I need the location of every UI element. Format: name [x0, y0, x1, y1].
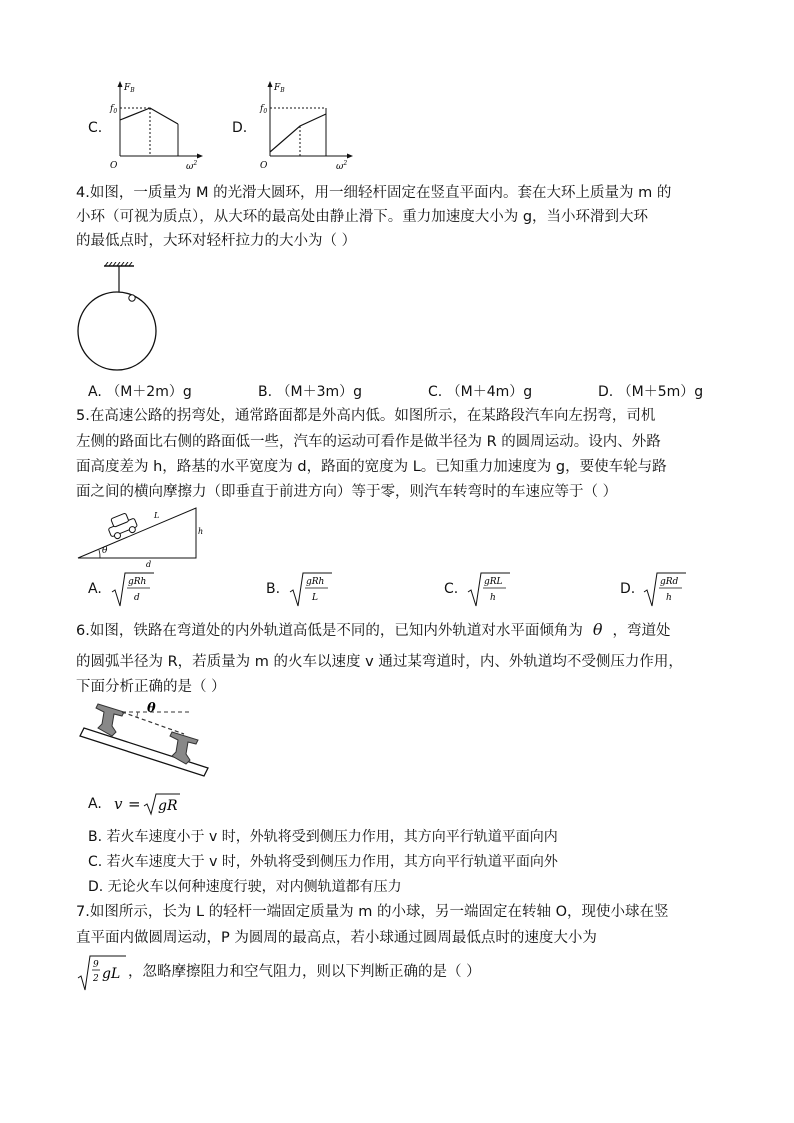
q3-c-origin: O: [110, 161, 118, 170]
q3-d-f0-label: $f_0$: [260, 104, 268, 115]
q5-line-3: 面高度差为 h，路基的水平宽度为 d，路面的宽度为 L。已知重力加速度为 g，要使车轮与路: [76, 459, 667, 475]
svg-text:gRd: gRd: [660, 577, 679, 587]
svg-text:9: 9: [93, 960, 99, 970]
q5-h-label: h: [198, 527, 204, 536]
svg-text:gL: gL: [102, 966, 121, 982]
q4-ring-figure: [74, 262, 164, 374]
q3-c-y-label: $F_B$: [124, 83, 135, 94]
q5-option-a-formula: [110, 572, 156, 608]
q3-option-c-label: C.: [88, 120, 103, 136]
q6-line-3: 下面分析正确的是（ ）: [76, 679, 226, 695]
q5-theta-label: θ: [102, 546, 108, 556]
svg-text:gRh: gRh: [128, 577, 147, 587]
q4-option-a: A. （M＋2m）g: [88, 384, 192, 400]
q6-option-b: B. 若火车速度小于 v 时，外轨将受到侧压力作用，其方向平行轨道平面向内: [88, 829, 558, 845]
q3-d-y-label: $F_B$: [274, 83, 285, 94]
q7-line-3: 9 2 gL ，忽略摩擦阻力和空气阻力，则以下判断正确的是（ ）: [76, 954, 576, 992]
q7-line-1: 7.如图所示，长为 L 的轻杆一端固定质量为 m 的小球，另一端固定在转轴 O，现使小球在竖: [76, 904, 669, 920]
q6-line-2: 的圆弧半径为 R，若质量为 m 的火车以速度 v 通过某弯道时，内、外轨道均不受侧压力作用，: [76, 654, 683, 670]
svg-text:gRL: gRL: [484, 577, 503, 587]
q5-l-label: L: [154, 511, 160, 520]
q5-line-2: 左侧的路面比右侧的路面低一些，汽车的运动可看作是做半径为 R 的圆周运动。设内、外路: [76, 434, 661, 450]
q5-road-figure: [74, 506, 214, 570]
q5-line-1: 5.在高速公路的拐弯处，通常路面都是外高内低。如图所示，在某路段汽车向左拐弯，司机: [76, 408, 656, 424]
q3-c-f0-label: $f_0$: [110, 104, 118, 115]
q5-d-label: d: [146, 560, 152, 569]
q6-option-c: C. 若火车速度大于 v 时，外轨将受到侧压力作用，其方向平行轨道平面向外: [88, 854, 558, 870]
svg-text:2: 2: [93, 974, 99, 984]
q5-line-4: 面之间的横向摩擦力（即垂直于前进方向）等于零，则汽车转弯时的车速应等于（ ）: [76, 484, 618, 500]
svg-text:h: h: [490, 593, 496, 603]
svg-text:gRh: gRh: [306, 577, 325, 587]
q5-option-c-formula: [466, 572, 512, 608]
q5-option-b-formula: [288, 572, 334, 608]
svg-text:d: d: [134, 593, 140, 603]
svg-text:L: L: [312, 593, 318, 603]
q4-line-1: 4.如图，一质量为 M 的光滑大圆环，用一细轻杆固定在竖直平面内。套在大环上质量为 m 的: [76, 185, 672, 201]
q3-option-d-label: D.: [232, 120, 248, 136]
q6-line-1: 6.如图，铁路在弯道处的内外轨道高低是不同的，已知内外轨道对水平面倾角为 θ ，弯道处: [76, 620, 671, 639]
q7-speed-formula: [76, 954, 128, 992]
svg-text:h: h: [666, 593, 672, 603]
q6-figure-theta: θ: [147, 701, 156, 716]
q4-option-b: B. （M＋3m）g: [258, 384, 363, 400]
q6-rail-figure: [74, 700, 214, 782]
q4-line-2: 小环（可视为质点），从大环的最高处由静止滑下。重力加速度大小为 g，当小环滑到大环: [76, 209, 649, 225]
q4-line-3: 的最低点时，大环对轻杆拉力的大小为（ ）: [76, 233, 357, 249]
q6-theta: θ: [592, 620, 603, 639]
q4-option-d: D. （M＋5m）g: [598, 384, 704, 400]
q7-line-2: 直平面内做圆周运动，P 为圆周的最高点，若小球通过圆周最低点时的速度大小为: [76, 930, 597, 946]
q3-graph-d: [258, 78, 358, 170]
q3-graph-c: [108, 78, 208, 170]
svg-text:gR: gR: [158, 798, 178, 814]
q6-option-d: D. 无论火车以何种速度行驶，对内侧轨道都有压力: [88, 879, 402, 895]
q5-option-d-formula: [642, 572, 688, 608]
q3-d-origin: O: [260, 161, 268, 170]
q4-option-c: C. （M＋4m）g: [428, 384, 533, 400]
q6-option-a-radical: [142, 792, 182, 816]
q3-d-x-label: $\omega^2$: [336, 160, 348, 170]
q3-c-x-label: $\omega^2$: [186, 160, 198, 170]
